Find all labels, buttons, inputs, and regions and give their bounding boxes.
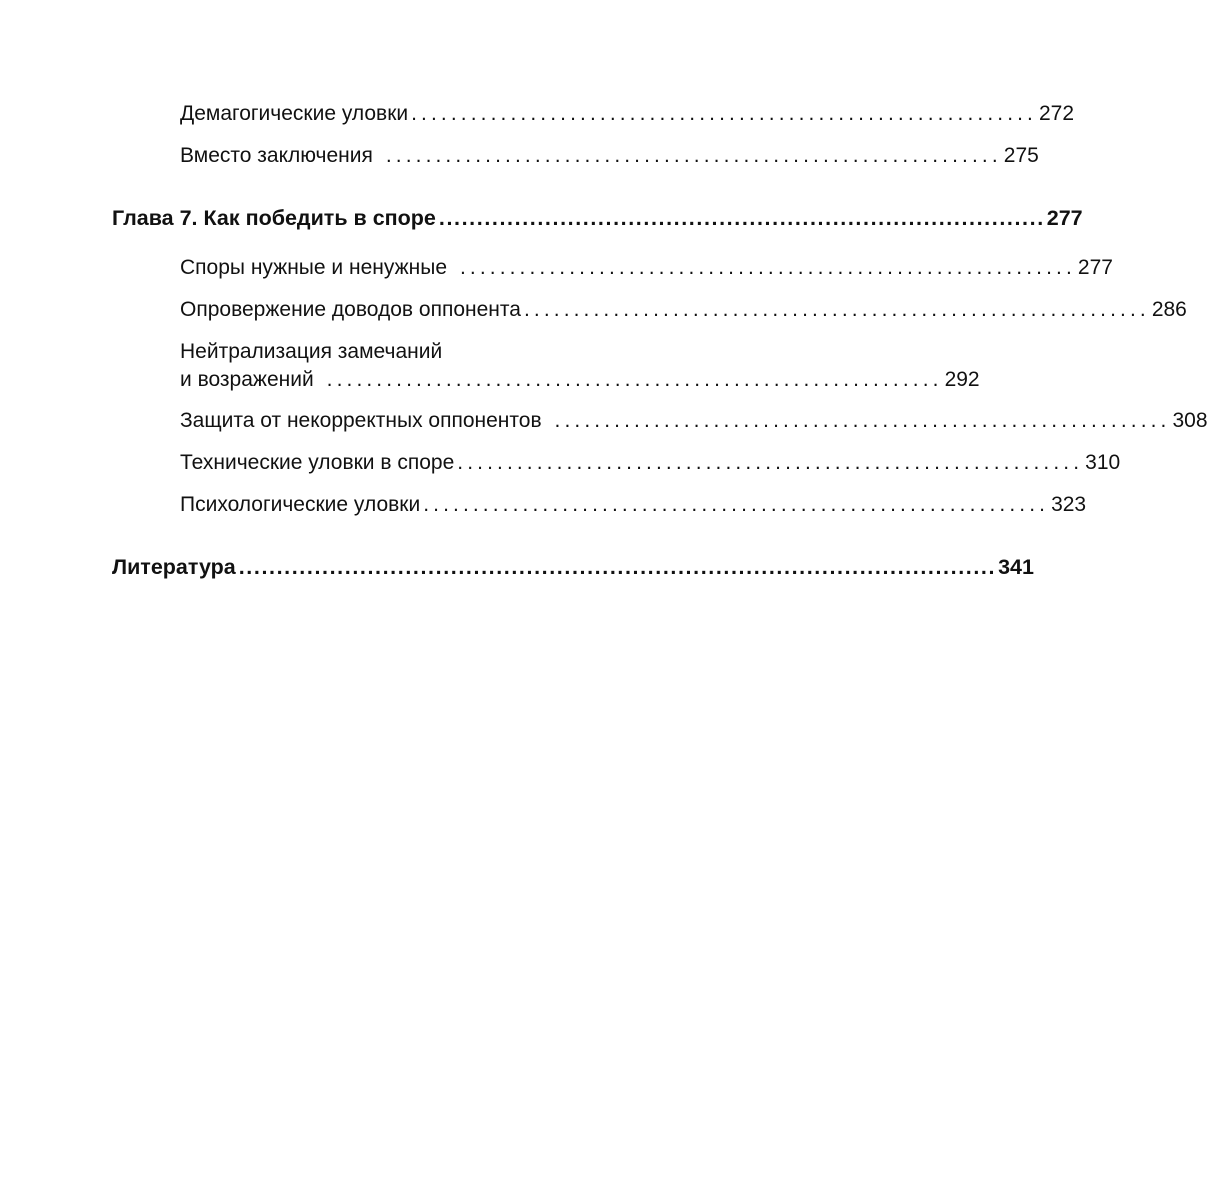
toc-entry-technical (112, 449, 1121, 477)
toc-entry-title: Защита от некорректных оппонентов (180, 409, 542, 432)
dot-leader: .................................................................................................... (238, 555, 997, 579)
toc-entry-line2 (180, 366, 980, 394)
toc-entry-protection (112, 407, 1208, 435)
toc-entry-page: 277 (1077, 256, 1113, 279)
toc-entry-title: Споры нужные и ненужные (180, 256, 448, 279)
toc-entry-title-line2: и возражений (180, 368, 314, 391)
dot-leader: ............................................................... (523, 298, 1150, 321)
toc-entry-page: 275 (1003, 144, 1039, 167)
toc-entry-page: 292 (944, 368, 980, 391)
toc-entry-title: Демагогические уловки (180, 102, 409, 125)
toc-entry-title: Технические уловки в споре (180, 451, 455, 474)
toc-chapter-7 (112, 204, 1083, 232)
toc-entry-page: 310 (1085, 451, 1121, 474)
dot-leader: ................................................................................ (438, 206, 1045, 230)
toc-entry-title: Вместо заключения (180, 144, 373, 167)
dot-leader: ............................................................... (457, 451, 1084, 474)
toc-entry-conclusion (112, 142, 1039, 170)
table-of-contents (112, 100, 1208, 581)
toc-entry-title: Психологические уловки (180, 493, 421, 516)
dot-leader: ............................................................... (423, 493, 1050, 516)
toc-chapter-page: 277 (1046, 206, 1083, 230)
dot-leader: .............................................................. (316, 368, 943, 391)
toc-entry-neutralization (112, 338, 980, 394)
dot-leader: ............................................................... (411, 102, 1037, 125)
dot-leader: .............................................................. (544, 409, 1171, 432)
toc-chapter-title: Глава 7. Как победить в споре (112, 206, 436, 230)
toc-entry-title: Опровержение доводов оппонента (180, 298, 521, 321)
dot-leader: .............................................................. (375, 144, 1002, 167)
toc-entry-page: 286 (1151, 298, 1187, 321)
toc-entry-page: 272 (1039, 102, 1075, 125)
toc-entry-refutation (112, 296, 1187, 324)
toc-entry-demagogic (112, 100, 1075, 128)
toc-chapter-title: Литература (112, 555, 236, 579)
toc-chapter-page: 341 (998, 555, 1034, 579)
toc-literature (112, 553, 1034, 581)
toc-entry-title-line1: Нейтрализация замечаний (180, 340, 443, 363)
toc-entry-disputes (112, 254, 1113, 282)
toc-entry-psychological (112, 491, 1087, 519)
toc-entry-page: 323 (1051, 493, 1087, 516)
dot-leader: .............................................................. (450, 256, 1076, 279)
toc-entry-page: 308 (1172, 409, 1208, 432)
